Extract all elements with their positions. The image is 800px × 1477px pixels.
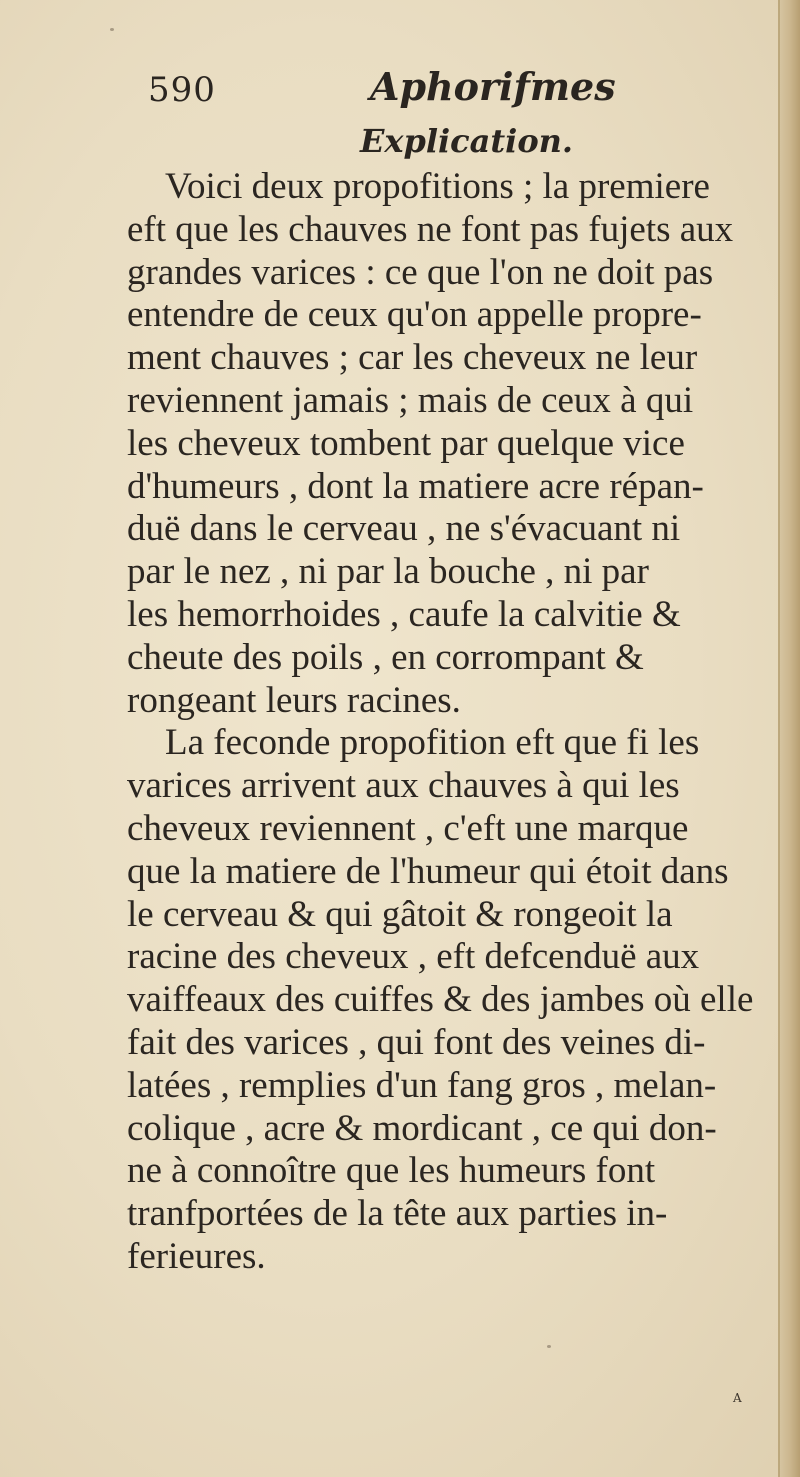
text-line: varices arrivent aux chauves à qui les [127,765,680,807]
text-line: ferieures. [127,1235,266,1277]
page-number: 590 [148,70,216,110]
text-line: que la matiere de l'humeur qui étoit dans [127,850,729,892]
text-line: La feconde propofition eft que fi les [165,722,700,764]
text-line: eft que les chauves ne font pas fujets aux [127,208,734,250]
text-line: entendre de ceux qu'on appelle propre- [127,294,702,336]
section-title: Explication. [360,122,574,160]
text-line: latées , remplies d'un fang gros , melan- [127,1064,717,1106]
text-line: ment chauves ; car les cheveux ne leur [127,337,698,379]
body-text [127,166,767,1279]
text-line: ne à connoître que les humeurs font [127,1150,656,1192]
running-title: Aphorifmes [370,64,616,109]
text-line: grandes varices : ce que l'on ne doit pas [127,251,714,293]
text-line: racine des cheveux , eft defcenduë aux [127,936,700,978]
page-header [148,64,748,130]
text-line: duë dans le cerveau , ne s'évacuant ni [127,508,681,550]
text-line: le cerveau & qui gâtoit & rongeoit la [127,893,673,935]
text-line: cheveux reviennent , c'eft une marque [127,807,689,849]
ink-speck [547,1345,551,1348]
page-gutter [778,0,800,1477]
text-line: cheute des poils , en corrompant & [127,636,644,678]
text-line: les hemorrhoides , caufe la calvitie & [127,593,681,635]
text-line: d'humeurs , dont la matiere acre répan- [127,465,704,507]
text-line: reviennent jamais ; mais de ceux à qui [127,379,694,421]
text-line: fait des varices , qui font des veines di- [127,1021,706,1063]
text-line: tranfportées de la tête aux parties in- [127,1193,668,1235]
gutter-edge [778,0,780,1477]
text-line: par le nez , ni par la bouche , ni par [127,551,649,593]
text-line: rongeant leurs racines. [127,679,461,721]
ink-speck [110,28,114,31]
text-line: vaiffeaux des cuiffes & des jambes où elle [127,979,754,1021]
text-line: Voici deux propofitions ; la premiere [165,166,710,207]
text-line: colique , acre & mordicant , ce qui don- [127,1107,717,1149]
catchword: A [733,1391,742,1405]
text-line: les cheveux tombent par quelque vice [127,422,685,464]
